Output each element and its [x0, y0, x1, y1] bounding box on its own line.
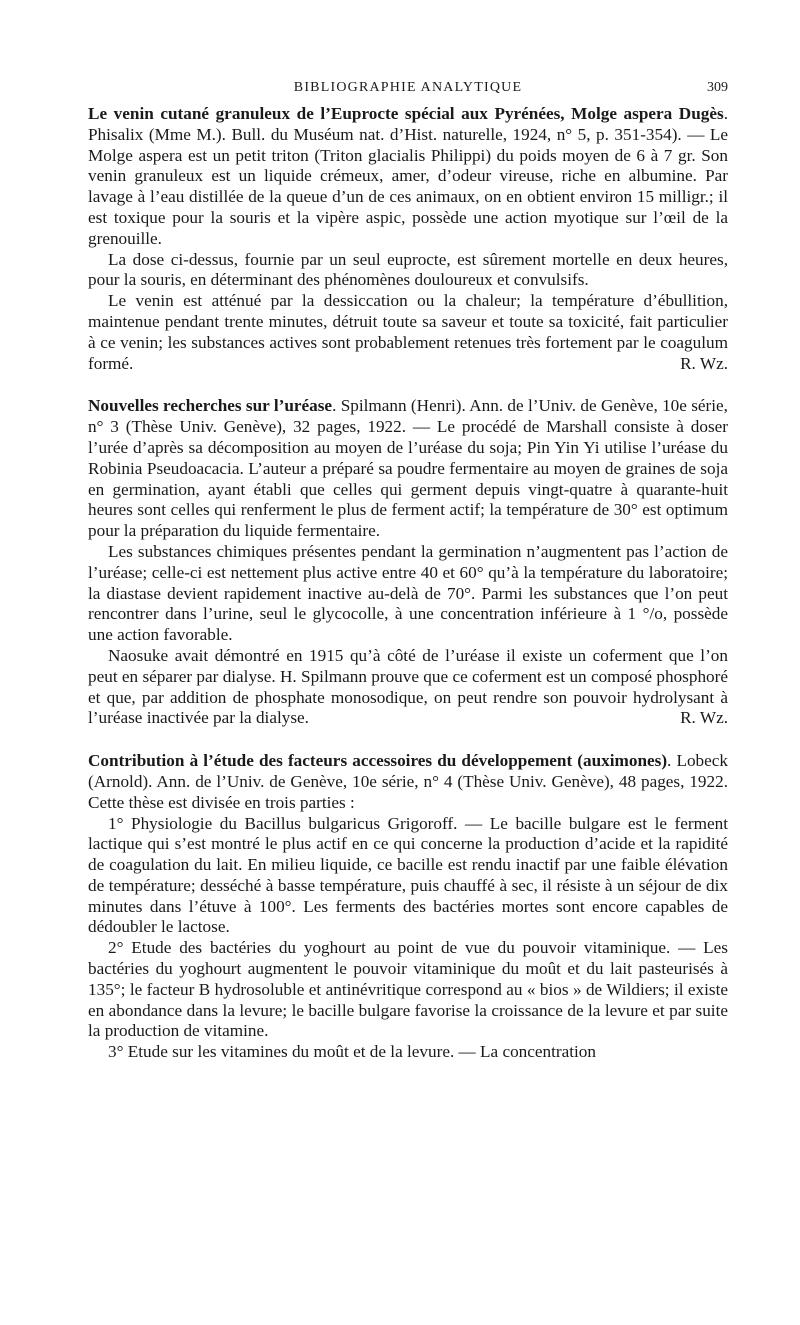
page-number: 309 — [707, 80, 728, 95]
article-auximones — [88, 751, 728, 1063]
paragraph: 1° Physiologie du Bacillus bulgaricus Grigoroff. — Le bacille bulgare est le ferment lactique qui s’est montré le plus actif en ce qui concerne la production d’acide et la rapidité de coagulation du lait. En milieu liquide, ce bacille est rendu inactif par une faible élévation de température; desséché à basse température, puis chauffé à sec, il résiste à un séjour de dix minutes dans l’étuve à 100°. Les ferments des bactéries mortes sont encore capables de dédoubler le lactose. — [88, 813, 728, 937]
paragraph: Les substances chimiques présentes pendant la germination n’augmentent pas l’action de l’uréase; celle-ci est nettement plus active entre 40 et 60° qu’à la température du laboratoire; la diastase devient rapidement inactive au-delà de 70°. Parmi les substances que l’on peut rencontrer dans l’urine, seul le glycocolle, à une concentration inférieure à 1 °/o, possède une action favorable. — [88, 541, 728, 645]
article-molge — [88, 104, 728, 374]
article-title: Contribution à l’étude des facteurs accessoires du développement (auximones) — [88, 751, 668, 771]
paragraph: La dose ci-dessus, fournie par un seul euprocte, est sûrement mortelle en deux heures, pour la souris, en déterminant des phénomènes douloureux et convulsifs. — [88, 249, 728, 290]
article-title: Nouvelles recherches sur l’uréase — [88, 396, 333, 416]
paragraph — [88, 751, 728, 813]
paragraph — [88, 291, 728, 374]
running-header — [88, 76, 728, 104]
paragraph: 3° Etude sur les vitamines du moût et de la levure. — La concentration — [108, 1042, 596, 1062]
paragraph-text: . Lobeck (Arnold). Ann. de l’Univ. de Genève, 10e série, n° 4 (Thèse Univ. Genève), 48 pages, 1922. Cette thèse est divisée en trois parties : — [88, 751, 728, 812]
signature: R. Wz. — [680, 708, 728, 728]
article-urease — [88, 396, 728, 729]
paragraph — [88, 104, 728, 250]
running-title: BIBLIOGRAPHIE ANALYTIQUE — [293, 80, 523, 95]
paragraph-text: . Spilmann (Henri). Ann. de l’Univ. de Genève, 10e série, n° 3 (Thèse Univ. Genève), 32 pages, 1922. — Le procédé de Marshall consiste à doser l’urée d’après sa décomposition au moyen de l’uréase du soja; Pin Yin Yi utilise l’uréase du Robinia Pseudoacacia. L’auteur a préparé sa poudre fermentaire au moyen de graines de soja en germination, ayant établi que celles qui germent depuis vingt-quatre à quarante-huit heures sont celles qui renferment le plus de ferment actif; la température de 30° est optimum pour la préparation du liquide fermentaire. — [88, 396, 728, 541]
paragraph-text: Naosuke avait démontré en 1915 qu’à côté de l’uréase il existe un coferment que l’on peut en séparer par dialyse. H. Spilmann prouve que ce coferment est un composé phosphoré et que, par addition de phosphate monosodique, on peut rendre son pouvoir hydrolysant à l’uréase inactivée par la dialyse. — [88, 645, 728, 728]
paragraph-text: Le venin est atténué par la dessiccation ou la chaleur; la température d’ébullition, maintenue pendant trente minutes, détruit toute sa saveur et toute sa toxicité, fait particulier à ce venin; les substances actives sont probablement retenues très fortement par le coagulum formé. — [88, 291, 728, 373]
paragraph — [88, 646, 728, 729]
paragraph-text: . Phisalix (Mme M.). Bull. du Muséum nat. d’Hist. naturelle, 1924, n° 5, p. 351-354). — Le Molge aspera est un petit triton (Triton glacialis Philippi) du poids moyen de 6 à 7 gr. Son venin granuleux est un liquide crémeux, amer, d’odeur vireuse, riche en albumine. Par lavage à l’eau distillée de la queue d’un de ces animaux, on en obtient environ 15 milligr.; il est toxique pour la souris et la vipère aspic, possède une action myotique sur l’œil de la grenouille. — [88, 104, 728, 248]
signature: R. Wz. — [680, 353, 728, 373]
paragraph: 2° Etude des bactéries du yoghourt au point de vue du pouvoir vitaminique. — Les bactéries du yoghourt augmentent le pouvoir vitaminique du moût et du lait pasteurisés à 135°; le facteur B hydrosoluble et antinévritique correspond au « bios » de Wildiers; il existe en abondance dans la levure; le bacille bulgare favorise la croissance de la levure et par suite la production de vitamine. — [88, 938, 728, 1041]
page — [88, 76, 728, 1085]
article-title: Le venin cutané granuleux de l’Euprocte spécial aux Pyrénées, Molge aspera Dugès — [88, 104, 724, 123]
paragraph — [88, 396, 728, 542]
